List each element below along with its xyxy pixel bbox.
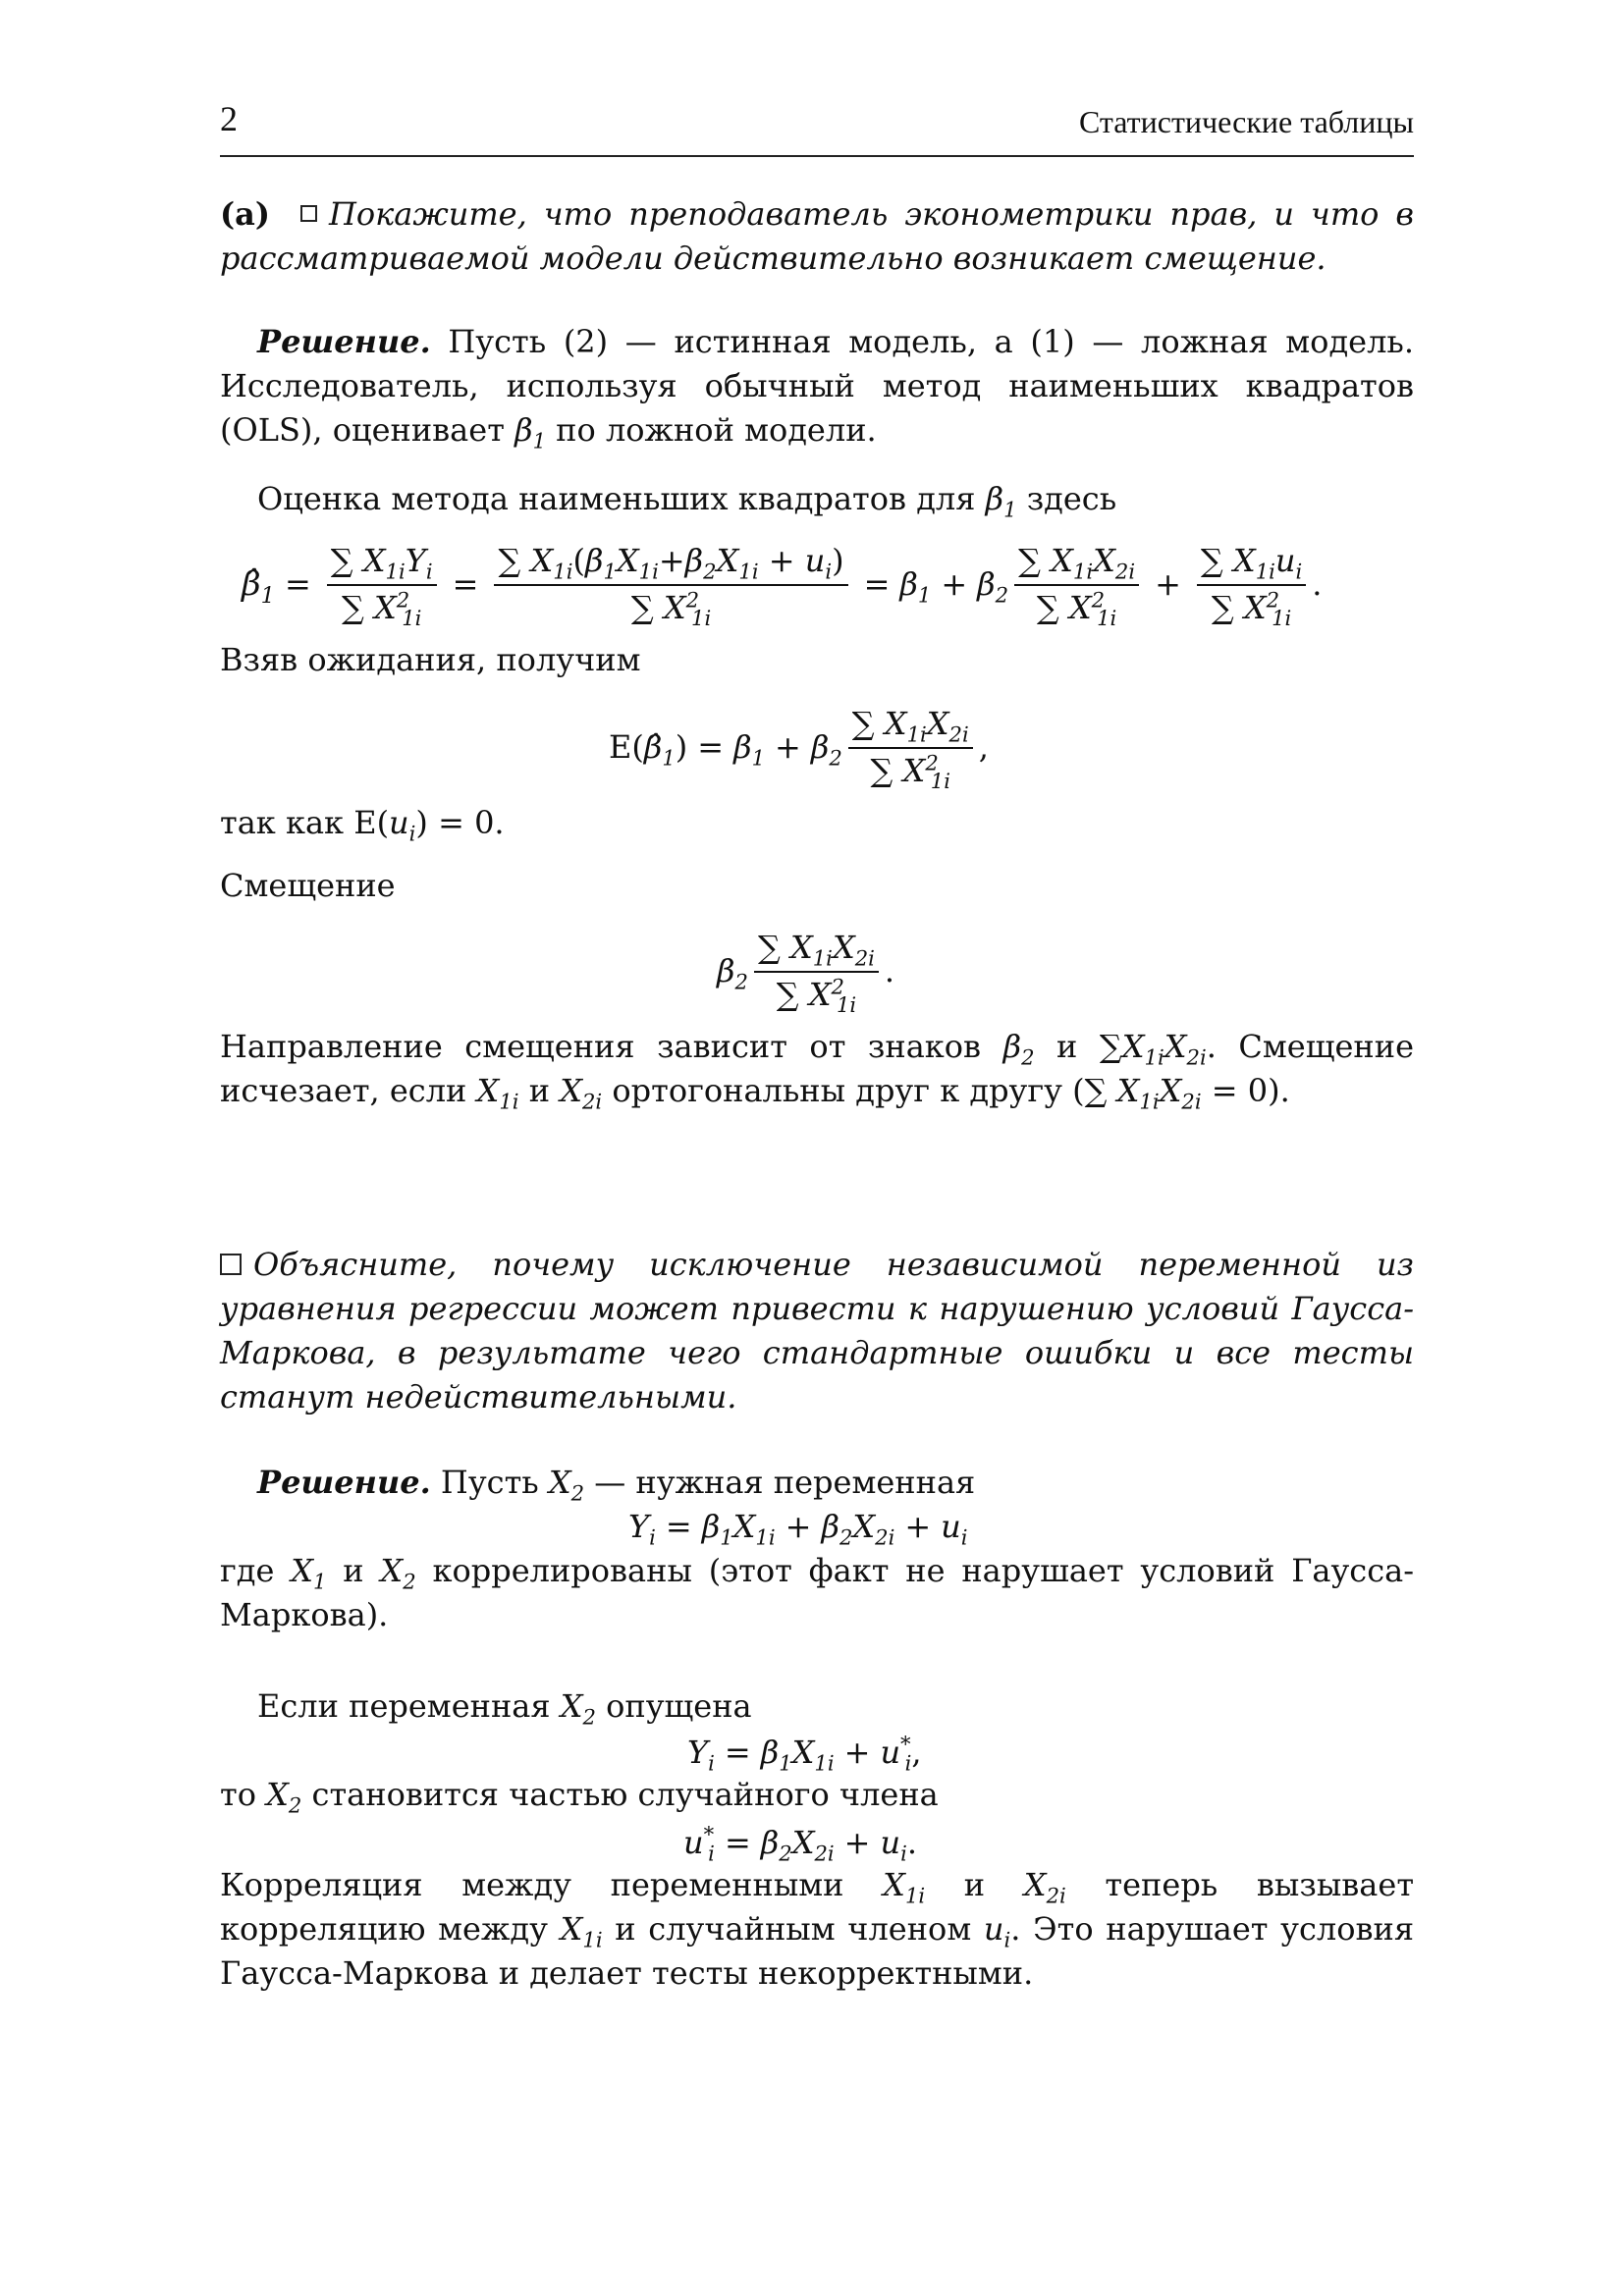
direction-4: и	[518, 1072, 561, 1109]
equation-bias: $\beta_2$ $\frac{\sum X_{1i}X_{2i}}{\sum X^2_{1i}}$ .	[717, 929, 895, 1018]
page-number: 2	[220, 99, 238, 138]
where-1: где	[220, 1552, 292, 1589]
equation-misspecified-model: $Y_i$ = $\beta_1X_{1i}$ + $u^*_i$ ,	[687, 1732, 922, 1776]
checkbox-icon	[300, 205, 317, 222]
math-beta1: $\beta_1$	[514, 411, 546, 454]
direction-5: ортогональны друг к другу (	[602, 1072, 1085, 1109]
corr-3: теперь вызывает корреляцию между	[220, 1866, 1415, 1948]
solution-1-text-2: по ложной модели.	[546, 411, 877, 449]
where-line: где $X_1$ и $X_2$ коррелированы (этот факт не нарушает условий Гаусса-Маркова).	[220, 1552, 1415, 1633]
direction-2: и	[1034, 1028, 1100, 1065]
page-header	[220, 94, 1414, 157]
solution-2-text-2: — нужная переменная	[584, 1464, 976, 1501]
solution-1-heading: Решение.	[257, 323, 431, 360]
then-2: становится частью случайного члена	[301, 1776, 939, 1813]
omitted-2: опущена	[595, 1687, 752, 1725]
where-2: и	[326, 1552, 381, 1589]
checkbox-icon	[220, 1254, 242, 1275]
solution-1-paragraph	[220, 320, 1414, 453]
since-text: так как	[220, 804, 354, 841]
problem-a-text: Покажите, что преподаватель эконометрики прав, и что в рассматриваемой модели действительно возникает смещение.	[220, 195, 1415, 277]
math-beta1: $\beta_1$	[985, 480, 1017, 522]
corr-2: и	[925, 1866, 1024, 1903]
corr-4: и случайным членом	[602, 1910, 984, 1948]
direction-1: Направление смещения зависит от знаков	[220, 1028, 1003, 1065]
ols-intro	[220, 477, 1414, 521]
solution-2-text-1: Пусть	[430, 1464, 549, 1501]
running-title: Статистические таблицы	[1078, 104, 1414, 139]
bias-direction: Направление смещения зависит от знаков $\beta_2$ и $\sum X_{1i}X_{2i}$. Смещение исчезает, если $X_{1i}$ и $X_{2i}$ ортогональны друг к другу (∑ $X_{1i}X_{2i} = 0$).	[220, 1028, 1415, 1114]
solution-2-heading: Решение.	[257, 1464, 431, 1501]
problem-b	[220, 1243, 1414, 1419]
since-line: так как $E(u_i) = 0$.	[220, 804, 505, 846]
ols-intro-1: Оценка метода наименьших квадратов для	[257, 480, 986, 517]
direction-3: . Смещение исчезает, если	[220, 1028, 1415, 1109]
corr-1: Корреляция между переменными	[220, 1866, 884, 1903]
correlation-paragraph: Корреляция между переменными $X_{1i}$ и $X_{2i}$ теперь вызывает корреляцию между $X_{1i}$ и случайным членом $u_i$. Это нарушает условия Гаусса-Маркова и делает тесты некорректными.	[220, 1866, 1415, 1992]
where-3: коррелированы (этот факт не нарушает условий Гаусса-Маркова).	[220, 1552, 1415, 1633]
equation-expectation: E ( $\betâ_1$ ) = $\beta_1$ + $\beta_2$ $\frac{\sum X_{1i}X_{2i}}{\sum X^2_{1i}}$ ,	[609, 705, 989, 794]
ols-intro-2: здесь	[1016, 480, 1117, 517]
omitted-line: Если переменная $X_2$ опущена	[257, 1687, 752, 1730]
solution-1-text-1: Пусть (2) — истинная модель, а (1) — ложная модель. Исследователь, используя обычный метод наименьших квадратов (OLS), оценивает	[220, 323, 1414, 449]
problem-b-text: Объясните, почему исключение независимой переменной из уравнения регрессии может привести к нарушению условий Гаусса-Маркова, в результате чего стандартные ошибки и все тесты станут недействительными.	[220, 1246, 1414, 1415]
solution-2-paragraph: Решение. Пусть $X_2$ — нужная переменная	[257, 1464, 976, 1506]
equation-ols-estimator: $\betâ_1$ = $\frac{\sum X_{1i}Y_i}{\sum X^2_{1i}}$ = $\frac{\sum X_{1i}(\beta_1X_{1i}+\beta_2X_{1i} + u_i)}{\sum X^2_{1i}}$ = $\beta_1$ + $\beta_2$ $\frac{\sum X_{1i}X_{2i}}{\sum X^2_{1i}}$ + $\frac{\sum X_{1i}u_i}{\sum X^2_{1i}}$ .	[242, 542, 1323, 631]
direction-6: ).	[1268, 1072, 1290, 1109]
problem-a	[220, 192, 1414, 281]
omitted-1: Если переменная	[257, 1687, 561, 1725]
expectation-intro: Взяв ожидания, получим	[220, 641, 641, 678]
equation-true-model: $Y_i$ = $\beta_1X_{1i}$ + $\beta_2X_{2i}$ + $u_i$	[628, 1508, 968, 1550]
corr-5: . Это нарушает условия Гаусса-Маркова и делает тесты некорректными.	[220, 1910, 1415, 1992]
bias-label: Смещение	[220, 867, 396, 904]
then-line: то $X_2$ становится частью случайного члена	[220, 1776, 939, 1818]
then-1: то	[220, 1776, 267, 1813]
problem-a-label: (a)	[220, 195, 271, 233]
equation-error-term: $u^*_i$ = $\beta_2X_{2i}$ + $u_i$ .	[683, 1822, 918, 1866]
